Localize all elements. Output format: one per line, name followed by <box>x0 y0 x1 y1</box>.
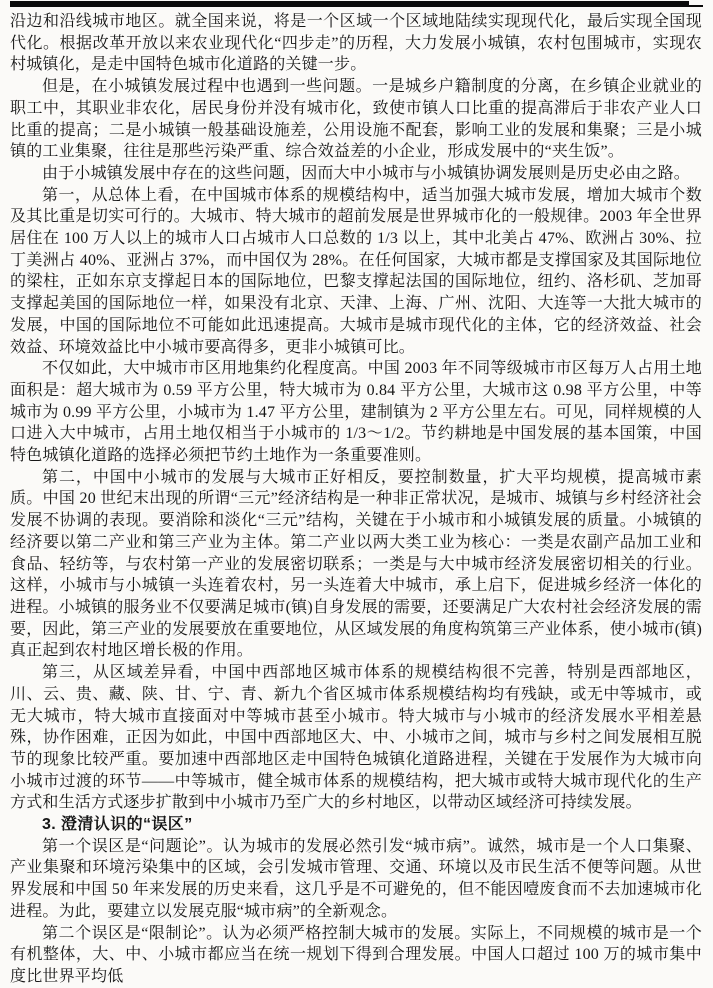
paragraph-point-three-regional-differences: 第三，从区域差异看，中国中西部地区城市体系的规模结构很不完善，特别是西部地区，川、云、贵、藏、陕、甘、宁、青、新九个省区城市体系规模结构均有残缺，或无中等城市，或无大城市，特大城市直接面对中等城市甚至小城市。特大城市与小城市的经济发展水平相差悬殊，协作困难，正因为如此，中国中西部地区大、中、小城市之间，城市与乡村之间发展相互脱节的现象比较严重。要加速中西部地区走中国特色城镇化道路进程，关键在于发展作为大城市向小城市过渡的环节——中等城市，健全城市体系的规模结构，把大城市或特大城市现代化的生产方式和生活方式逐步扩散到中小城市乃至广大的乡村地区，以带动区域经济可持续发展。 <box>10 664 702 812</box>
paragraph-continuation: 沿边和沿线城市地区。就全国来说，将是一个区域一个区域地陆续实现现代化，最后实现全国现代化。根据改革开放以来农业现代化“四步走”的历程，大力发展小城镇，农村包围城市，实现农村城镇化，是走中国特色城市化道路的关键一步。 <box>10 13 702 74</box>
paragraph-point-two-small-cities: 第二，中国中小城市的发展与大城市正好相反，要控制数量，扩大平均规模，提高城市素质。中国 20 世纪末出现的所谓“三元”经济结构是一种非正常状况，是城市、城镇与乡村经济社会发展不协调的表现。要消除和淡化“三元”结构，关键在于小城市和小城镇发展的质量。小城镇的经济要以第二产业和第三产业为主体。第二产业以两大类工业为核心：一类是农副产品加工业和食品、轻纺等，与农村第一产业的发展密切联系；一类是与大中城市经济发展密切相关的行业。这样，小城市与小城镇一头连着农村，另一头连着大中城市，承上启下，促进城乡经济一体化的进程。小城镇的服务业不仅要满足城市(镇)自身发展的需要，还要满足广大农村社会经济发展的需要，因此，第三产业的发展要放在重要地位，从区域发展的角度构筑第三产业体系，使小城市(镇)真正起到农村地区增长极的作用。 <box>10 468 702 660</box>
paragraph-point-one-big-cities: 第一，从总体上看，在中国城市体系的规模结构中，适当加强大城市发展，增加大城市个数及其比重是切实可行的。大城市、特大城市的超前发展是世界城市化的一般规律。2003 年全世界居住在 100 万人以上的城市人口占城市人口总数的 1/3 以上，其中北美占 47%、欧洲占 30%、拉丁美洲占 40%、亚洲占 37%，而中国仅为 28%。在任何国家，大城市都是支撑国家及其国际地位的梁柱，正如东京支撑起日本的国际地位，巴黎支撑起法国的国际地位，纽约、洛杉矶、芝加哥支撑起美国的国际地位一样，如果没有北京、天津、上海、广州、沈阳、大连等一大批大城市的发展，中国的国际地位不可能如此迅速提高。大城市是城市现代化的主体，它的经济效益、社会效益、环境效益比中小城市要高得多，更非小城镇可比。 <box>10 186 702 356</box>
paragraph-misconception-one: 第一个误区是“问题论”。认为城市的发展必然引发“城市病”。诚然，城市是一个人口集聚、产业集聚和环境污染集中的区域，会引发城市管理、交通、环境以及市民生活不便等问题。从世界发展和中国 50 年来发展的历史来看，这几乎是不可避免的，但不能因噎废食而不去加速城市化进程。为此，要建立以发展克服“城市病”的全新观念。 <box>10 837 702 920</box>
section-heading-misconceptions: 3. 澄清认识的“误区” <box>42 816 193 834</box>
paragraph-misconception-two: 第二个误区是“限制论”。认为必须严格控制大城市的发展。实际上，不同规模的城市是一个有机整体，大、中、小城市都应当在统一规划下得到合理发展。中国人口超过 100 万的城市集中度比世界平均低 <box>10 924 702 985</box>
paragraph-land-use-intensity: 不仅如此，大中城市市区用地集约化程度高。中国 2003 年不同等级城市市区每万人占用土地面积是：超大城市为 0.59 平方公里，特大城市为 0.84 平方公里，大城市这 0.98 平方公里，中等城市为 0.99 平方公里，小城市为 1.47 平方公里，建制镇为 2 平方公里左右。可见，同样规模的人口进入大中城市，占用土地仅相当于小城市的 1/3～1/2。节约耕地是中国发展的基本国策，中国特色城镇化道路的选择必须把节约土地作为一条重要准则。 <box>10 360 702 465</box>
page-top-rule-tail <box>689 5 703 7</box>
text-column <box>10 11 702 988</box>
paragraph-small-town-problems: 但是，在小城镇发展过程中也遇到一些问题。一是城乡户籍制度的分离，在乡镇企业就业的职工中，其职业非农化，居民身份并没有城市化，致使市镇人口比重的提高滞后于非农产业人口比重的提高；二是小城镇一般基础设施差，公用设施不配套，影响工业的发展和集聚；三是小城镇的工业集聚，往往是那些污染严重、综合效益差的小企业，形成发展中的“夹生饭”。 <box>10 78 702 161</box>
page-top-rule <box>10 1 689 7</box>
paragraph-coordinated-development: 由于小城镇发展中存在的这些问题，因而大中小城市与小城镇协调发展则是历史必由之路。 <box>42 164 691 182</box>
